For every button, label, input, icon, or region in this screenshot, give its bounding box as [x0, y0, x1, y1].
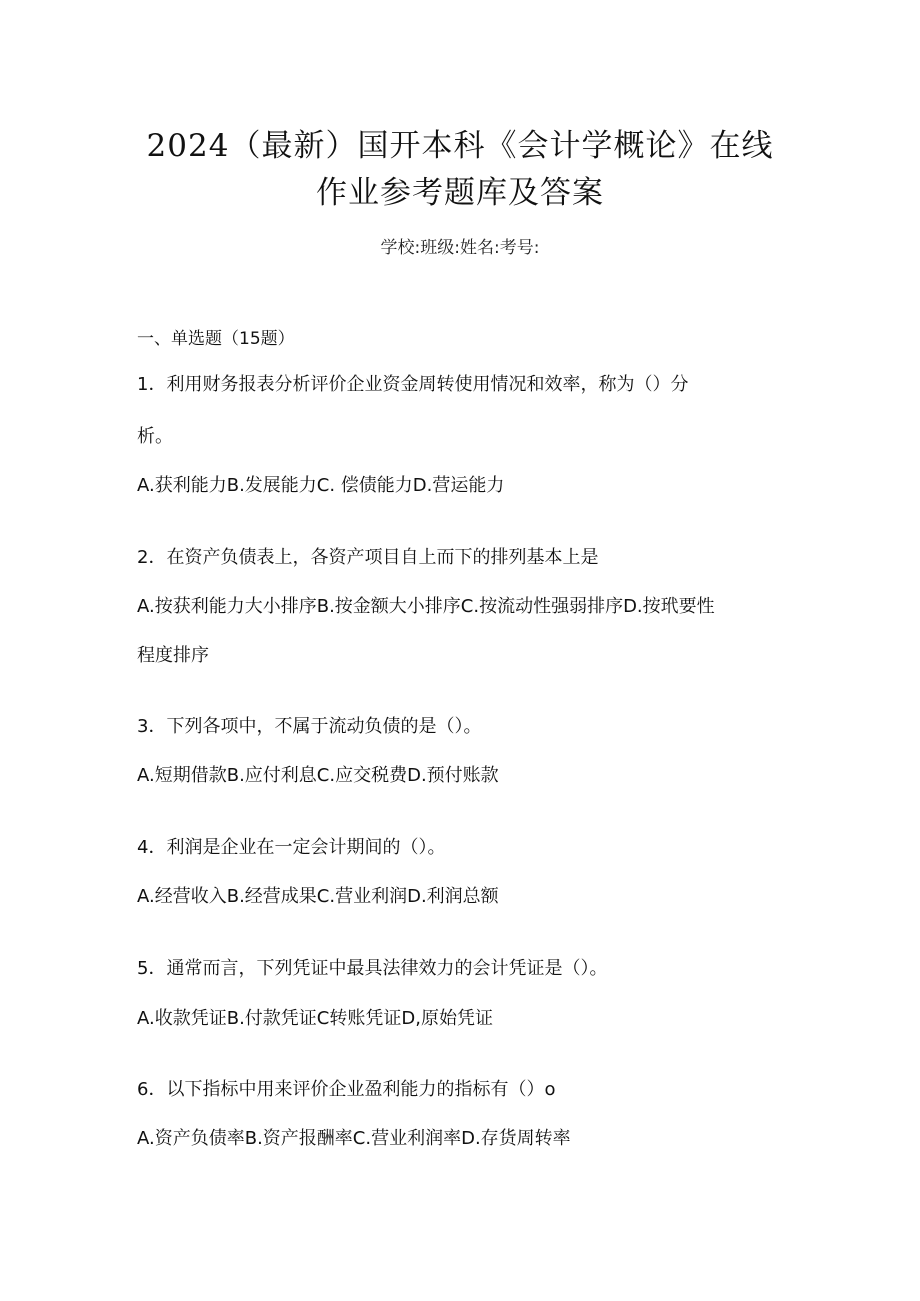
question-5-stem: 5．通常而言，下列凭证中最具法律效力的会计凭证是（）。 [137, 958, 608, 979]
question-3-options: A.短期借款B.应付利息C.应交税费D.预付账款 [137, 765, 499, 786]
question-5-options: A.收款凭证B.付款凭证C转账凭证D,原始凭证 [137, 1008, 493, 1029]
question-2-stem: 2．在资产负债表上，各资产项目自上而下的排列基本上是 [137, 547, 599, 568]
question-4-stem: 4．利润是企业在一定会计期间的（）。 [137, 837, 446, 858]
question-1-stem-continued: 析。 [137, 426, 173, 447]
question-6-options: A.资产负债率B.资产报酬率C.营业利润率D.存货周转率 [137, 1128, 571, 1149]
student-info-line: 学校:班级:姓名:考号: [380, 238, 540, 258]
question-1-options: A.获利能力B.发展能力C. 偿债能力D.营运能力 [137, 475, 505, 496]
question-6-stem: 6．以下指标中用来评价企业盈利能力的指标有（）o [137, 1079, 556, 1100]
question-1-stem: 1．利用财务报表分析评价企业资金周转使用情况和效率，称为（）分 [137, 374, 689, 395]
question-4-options: A.经营收入B.经营成果C.营业利润D.利润总额 [137, 886, 499, 907]
question-2-options: A.按获利能力大小排序B.按金额大小排序C.按流动性强弱排序D.按玳要性 [137, 596, 715, 617]
question-3-stem: 3．下列各项中，不属于流动负债的是（）。 [137, 716, 482, 737]
document-title-line-2: 作业参考题库及答案 [316, 175, 604, 211]
document-title-line-1: 2024（最新）国开本科《会计学概论》在线 [146, 128, 774, 164]
section-heading-single-choice: 一、单选题（15题） [137, 329, 295, 349]
question-2-options-continued: 程度排序 [137, 645, 209, 666]
